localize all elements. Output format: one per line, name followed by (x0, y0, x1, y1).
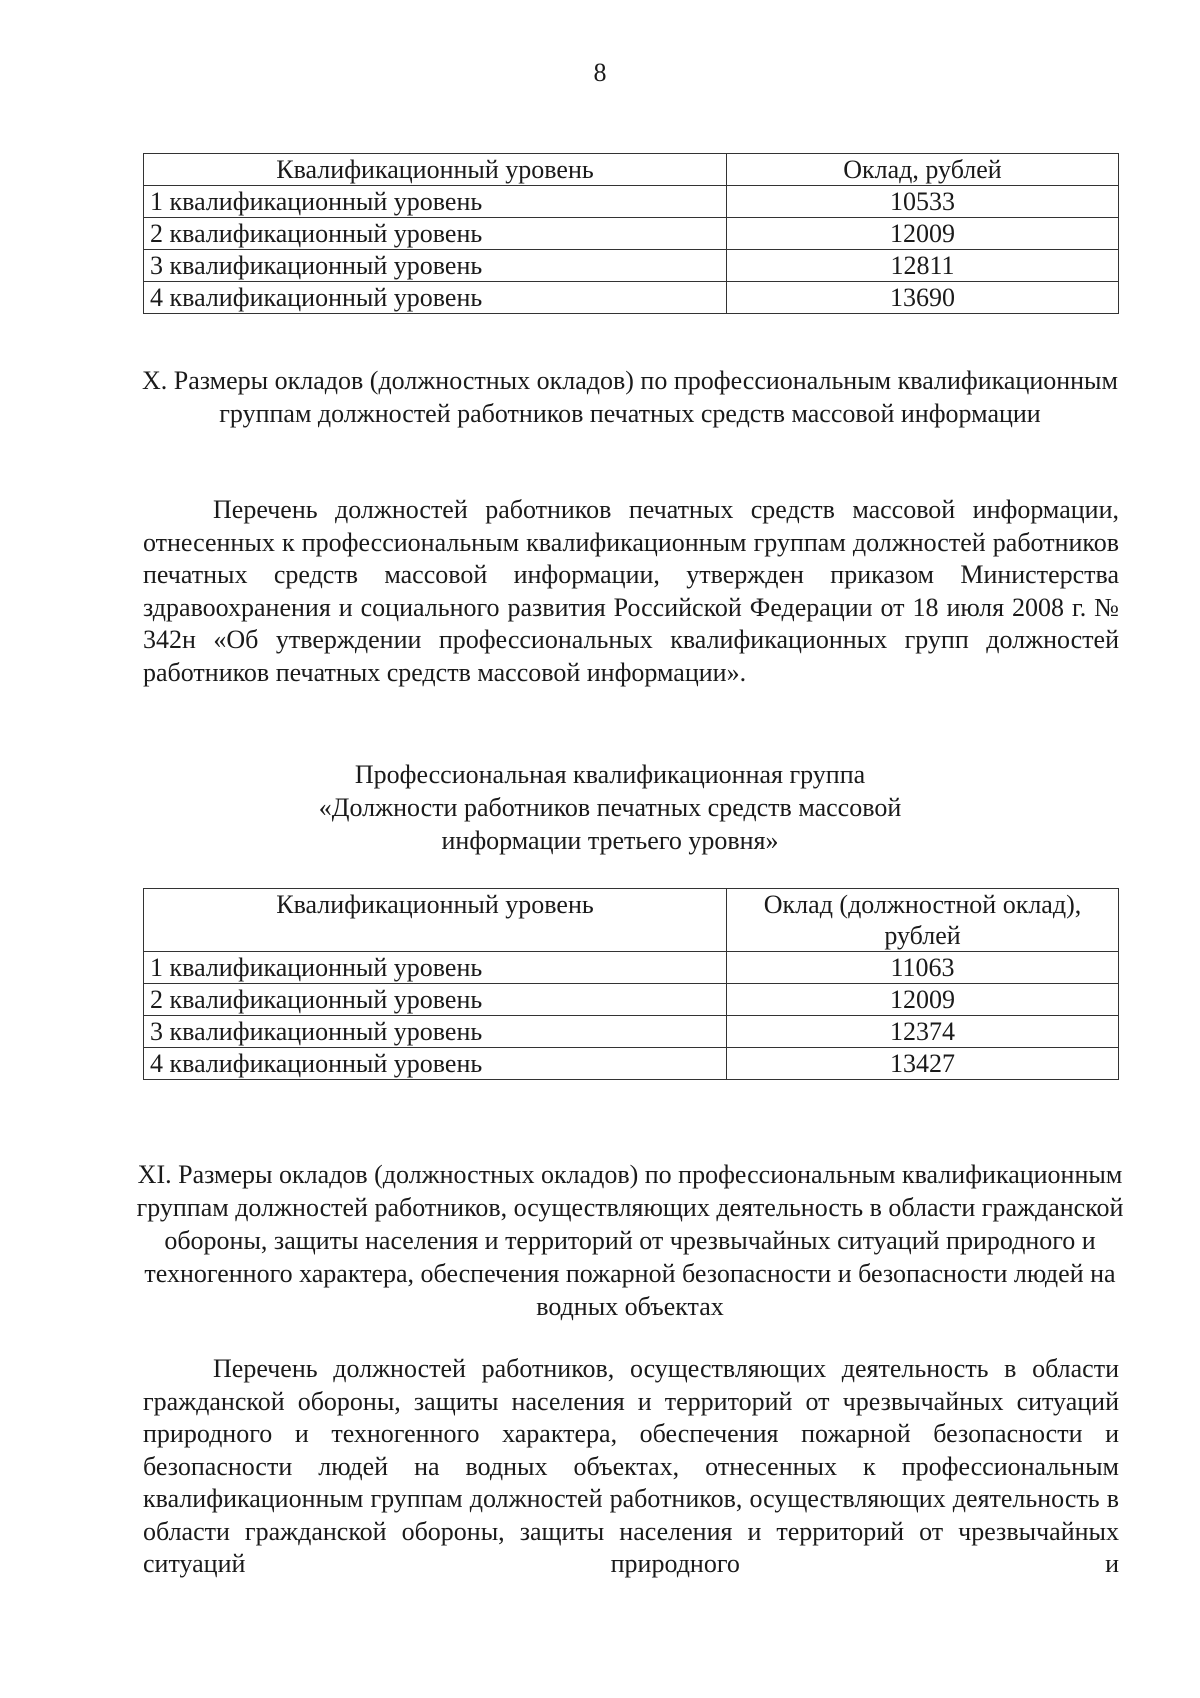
header-level: Квалификационный уровень (144, 889, 727, 952)
level-cell: 1 квалификационный уровень (144, 186, 727, 218)
table-row (144, 1016, 1119, 1048)
salary-cell: 10533 (727, 186, 1119, 218)
page-number: 8 (593, 58, 607, 87)
section-x-paragraph-text: Перечень должностей работников печатных средств массовой информации, отнесенных к профессиональным квалификационным группам должностей работников печатных средств массовой информации, утвержден приказом Министерства здравоохранения и социального развития Российской Федерации от 18 июля 2008 г. № 342н «Об утверждении профессиональных квалификационных групп должностей работников печатных средств массовой информации». (143, 495, 1119, 687)
table-row (144, 250, 1119, 282)
level-cell: 2 квалификационный уровень (144, 218, 727, 250)
level-cell: 2 квалификационный уровень (144, 984, 727, 1016)
table-row (144, 984, 1119, 1016)
group-title: Профессиональная квалификационная группа «Должности работников печатных средств массовой информации третьего уровня» (318, 760, 902, 855)
table-header-row (144, 154, 1119, 186)
table-header-row (144, 889, 1119, 952)
level-cell: 4 квалификационный уровень (144, 1048, 727, 1080)
table-row (144, 186, 1119, 218)
header-level: Квалификационный уровень (144, 154, 727, 186)
salary-table-1 (143, 153, 1119, 314)
header-salary: Оклад (должностной оклад), рублей (727, 889, 1119, 952)
header-salary: Оклад, рублей (727, 154, 1119, 186)
salary-cell: 12811 (727, 250, 1119, 282)
section-x-heading: X. Размеры окладов (должностных окладов) по профессиональным квалификационным группам должностей работников печатных средств массовой информации (142, 366, 1118, 428)
salary-cell: 11063 (727, 952, 1119, 984)
salary-cell: 12009 (727, 218, 1119, 250)
level-cell: 4 квалификационный уровень (144, 282, 727, 314)
table-row (144, 282, 1119, 314)
level-cell: 3 квалификационный уровень (144, 1016, 727, 1048)
level-cell: 3 квалификационный уровень (144, 250, 727, 282)
salary-cell: 12374 (727, 1016, 1119, 1048)
salary-cell: 12009 (727, 984, 1119, 1016)
table-row (144, 1048, 1119, 1080)
salary-cell: 13690 (727, 282, 1119, 314)
table-row (144, 952, 1119, 984)
salary-cell: 13427 (727, 1048, 1119, 1080)
level-cell: 1 квалификационный уровень (144, 952, 727, 984)
section-x-paragraph (143, 494, 1119, 689)
section-xi-paragraph-text: Перечень должностей работников, осуществляющих деятельность в области гражданской обороны, защиты населения и территорий от чрезвычайных ситуаций природного и техногенного характера, обеспечения пожарной безопасности и безопасности людей на водных объектах, отнесенных к профессиональным квалификационным группам должностей работников, осуществляющих деятельность в области гражданской обороны, защиты населения и территорий от чрезвычайных ситуаций природного и (143, 1354, 1119, 1578)
section-xi-heading: XI. Размеры окладов (должностных окладов) по профессиональным квалификационным группам должностей работников, осуществляющих деятельность в области гражданской обороны, защиты населения и территорий от чрезвычайных ситуаций природного и техногенного характера, обеспечения пожарной безопасности и безопасности людей на водных объектах (136, 1160, 1124, 1321)
section-xi-paragraph (143, 1353, 1119, 1581)
table-row (144, 218, 1119, 250)
salary-table-2 (143, 888, 1119, 1080)
